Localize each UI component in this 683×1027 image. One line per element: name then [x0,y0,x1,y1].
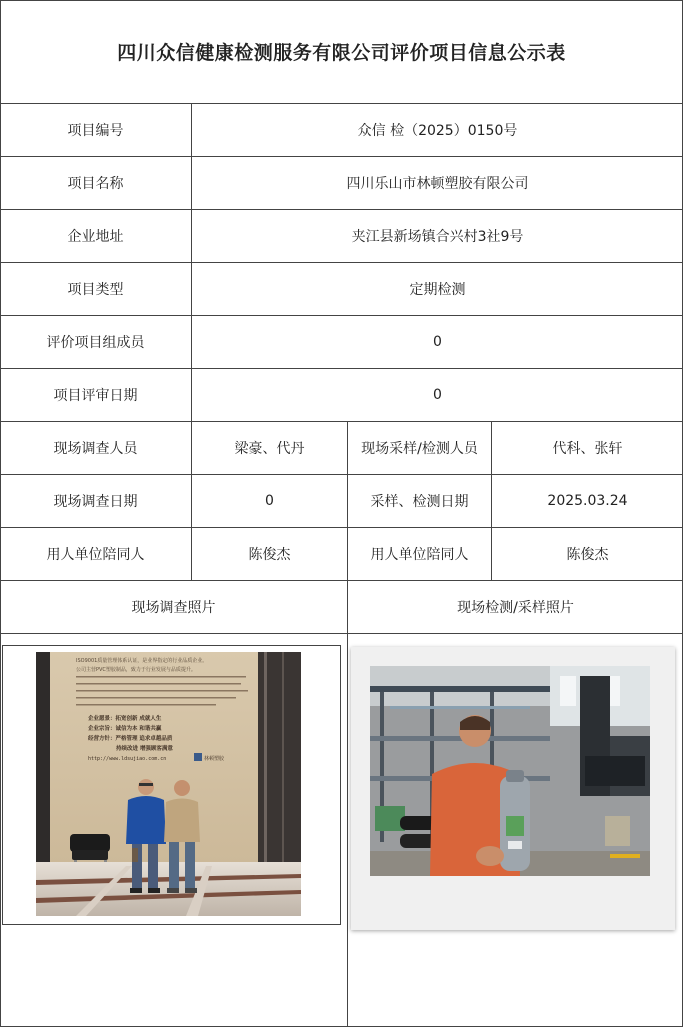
survey-photo[interactable] [36,652,301,916]
sampling-date-label: 采样、检测日期 [370,494,469,510]
companion-value-2: 陈俊杰 [566,547,609,563]
survey-photo-image [36,652,301,916]
project-type-label: 项目类型 [67,282,124,298]
companion-label: 用人单位陪同人 [46,547,145,563]
project-name-label: 项目名称 [67,176,124,192]
samplers-label: 现场采样/检测人员 [361,441,478,457]
row-divider [0,633,683,634]
wall-slogan: 持续改进 增强顾客满意 [116,746,173,752]
investigators-label: 现场调查人员 [53,441,138,457]
project-type-value: 定期检测 [409,282,466,298]
wall-slogan: 经营方针：严格管理 追求卓越品质 [88,736,173,742]
sampling-date-value: 2025.03.24 [547,493,628,509]
wall-slogan: 企业宗旨：诚信为本 和谐共赢 [88,726,162,732]
page-title: 四川众信健康检测服务有限公司评价项目信息公示表 [117,42,566,64]
logo-text: 林顿塑胶 [204,756,225,762]
companion-value: 陈俊杰 [248,547,291,563]
samplers-value: 代科、张轩 [552,441,623,457]
survey-photo-header: 现场调查照片 [131,600,216,616]
wall-website: http://www.ldsujiao.com.cn [88,756,167,762]
sampling-photo-header: 现场检测/采样照片 [457,600,574,616]
wall-text-line: ISO9001质量管理体系认证，是业界指定的行业品质企业。 [76,658,208,664]
review-date-value: 0 [433,387,442,403]
sampling-photo-image [370,666,650,876]
address-value: 夹江县新场镇合兴村3社9号 [351,229,524,245]
members-value: 0 [433,334,442,350]
project-no-value: 众信 检（2025）0150号 [357,123,518,139]
wall-slogan: 企业愿景：拓宽创新 成就人生 [88,716,162,722]
sampling-photo[interactable] [370,666,650,876]
project-no-label: 项目编号 [67,123,124,139]
address-label: 企业地址 [67,229,124,245]
companion-label-2: 用人单位陪同人 [370,547,469,563]
review-date-label: 项目评审日期 [53,388,138,404]
survey-date-label: 现场调查日期 [53,494,138,510]
project-name-value: 四川乐山市林顿塑胶有限公司 [346,176,529,192]
investigators-value: 梁豪、代丹 [234,441,305,457]
wall-text-line: 公司主营PVC塑胶制品，致力于行业发展与品质提升。 [76,667,196,673]
survey-date-value: 0 [265,493,274,509]
members-label: 评价项目组成员 [46,335,145,351]
